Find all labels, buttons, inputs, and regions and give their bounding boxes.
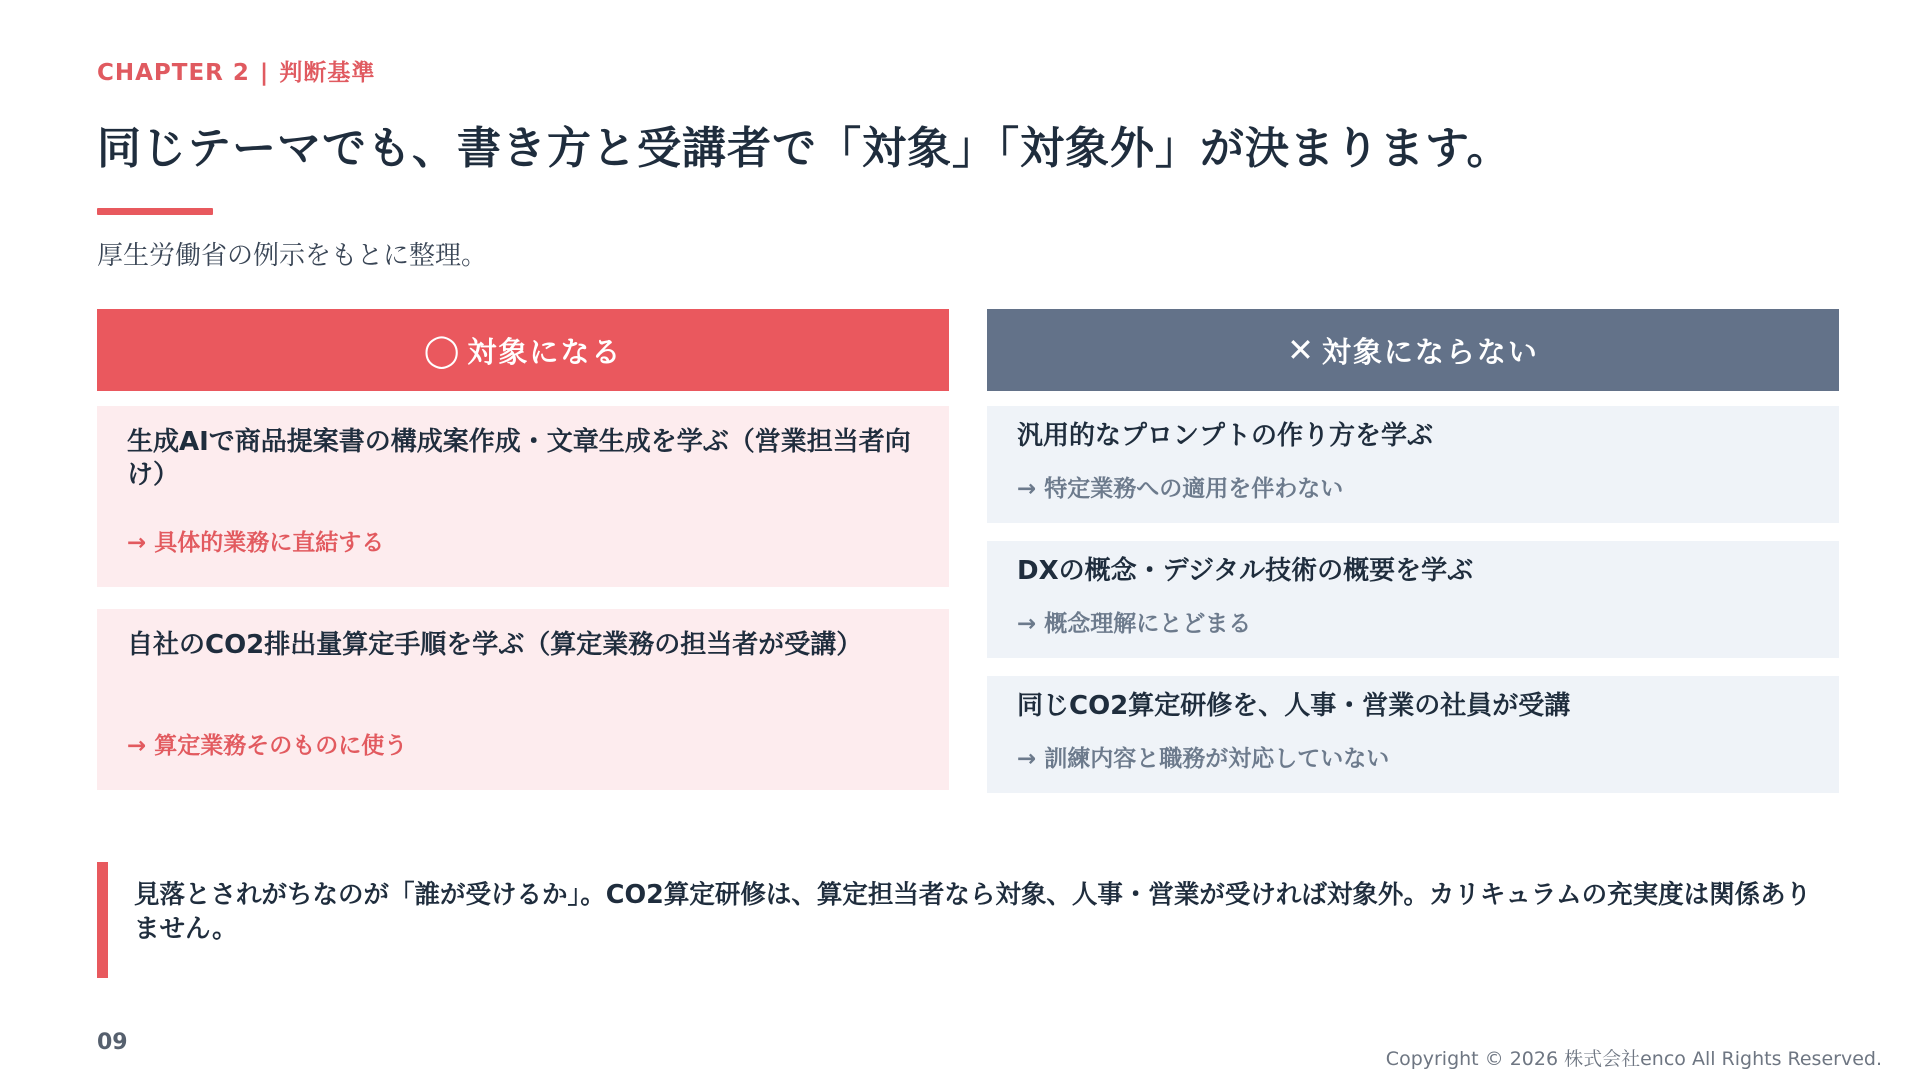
- target-card: [97, 406, 949, 587]
- chapter-label: [97, 54, 375, 87]
- section-name: 判断基準: [279, 60, 376, 86]
- cross-icon: ✕: [1287, 331, 1316, 369]
- page-subtitle: 厚生労働省の例示をもとに整理。: [97, 241, 488, 271]
- chapter-separator: |: [259, 60, 270, 86]
- target-card-note: → 具体的業務に直結する: [127, 530, 385, 556]
- circle-icon: ◯: [423, 331, 462, 369]
- non-target-card-note: → 概念理解にとどまる: [1017, 611, 1252, 637]
- title-accent-rule: [97, 208, 213, 215]
- non-target-card-note: → 訓練内容と職務が対応していない: [1017, 746, 1390, 772]
- non-target-card-title: DXの概念・デジタル技術の概要を学ぶ: [1017, 556, 1474, 586]
- target-card-note: → 算定業務そのものに使う: [127, 733, 408, 759]
- chapter-number: CHAPTER 2: [97, 60, 250, 86]
- page-number: 09: [97, 1030, 128, 1055]
- target-column-label: 対象になる: [467, 334, 623, 369]
- non-target-column-header: [987, 309, 1839, 391]
- target-card-title: 生成AIで商品提案書の構成案作成・文章生成を学ぶ（営業担当者向け）: [127, 427, 911, 490]
- non-target-card: [987, 541, 1839, 658]
- non-target-column-label: 対象にならない: [1321, 334, 1539, 369]
- target-card-title: 自社のCO2排出量算定手順を学ぶ（算定業務の担当者が受講）: [127, 630, 863, 660]
- non-target-card-title: 同じCO2算定研修を、人事・営業の社員が受講: [1017, 691, 1571, 721]
- target-column-header: [97, 309, 949, 391]
- non-target-card-title: 汎用的なプロンプトの作り方を学ぶ: [1017, 421, 1434, 451]
- non-target-card-note: → 特定業務への適用を伴わない: [1017, 476, 1344, 502]
- target-card: [97, 609, 949, 790]
- page-title: 同じテーマでも、書き方と受講者で「対象」「対象外」が決まります。: [97, 123, 1512, 174]
- non-target-card: [987, 676, 1839, 793]
- callout-accent-bar: [97, 862, 108, 978]
- callout-text: 見落とされがちなのが「誰が受けるか」。CO2算定研修は、算定担当者なら対象、人事・営業が受ければ対象外。カリキュラムの充実度は関係ありません。: [134, 880, 1812, 944]
- copyright-notice: Copyright © 2026 株式会社enco All Rights Reserved.: [1385, 1048, 1882, 1070]
- non-target-card: [987, 406, 1839, 523]
